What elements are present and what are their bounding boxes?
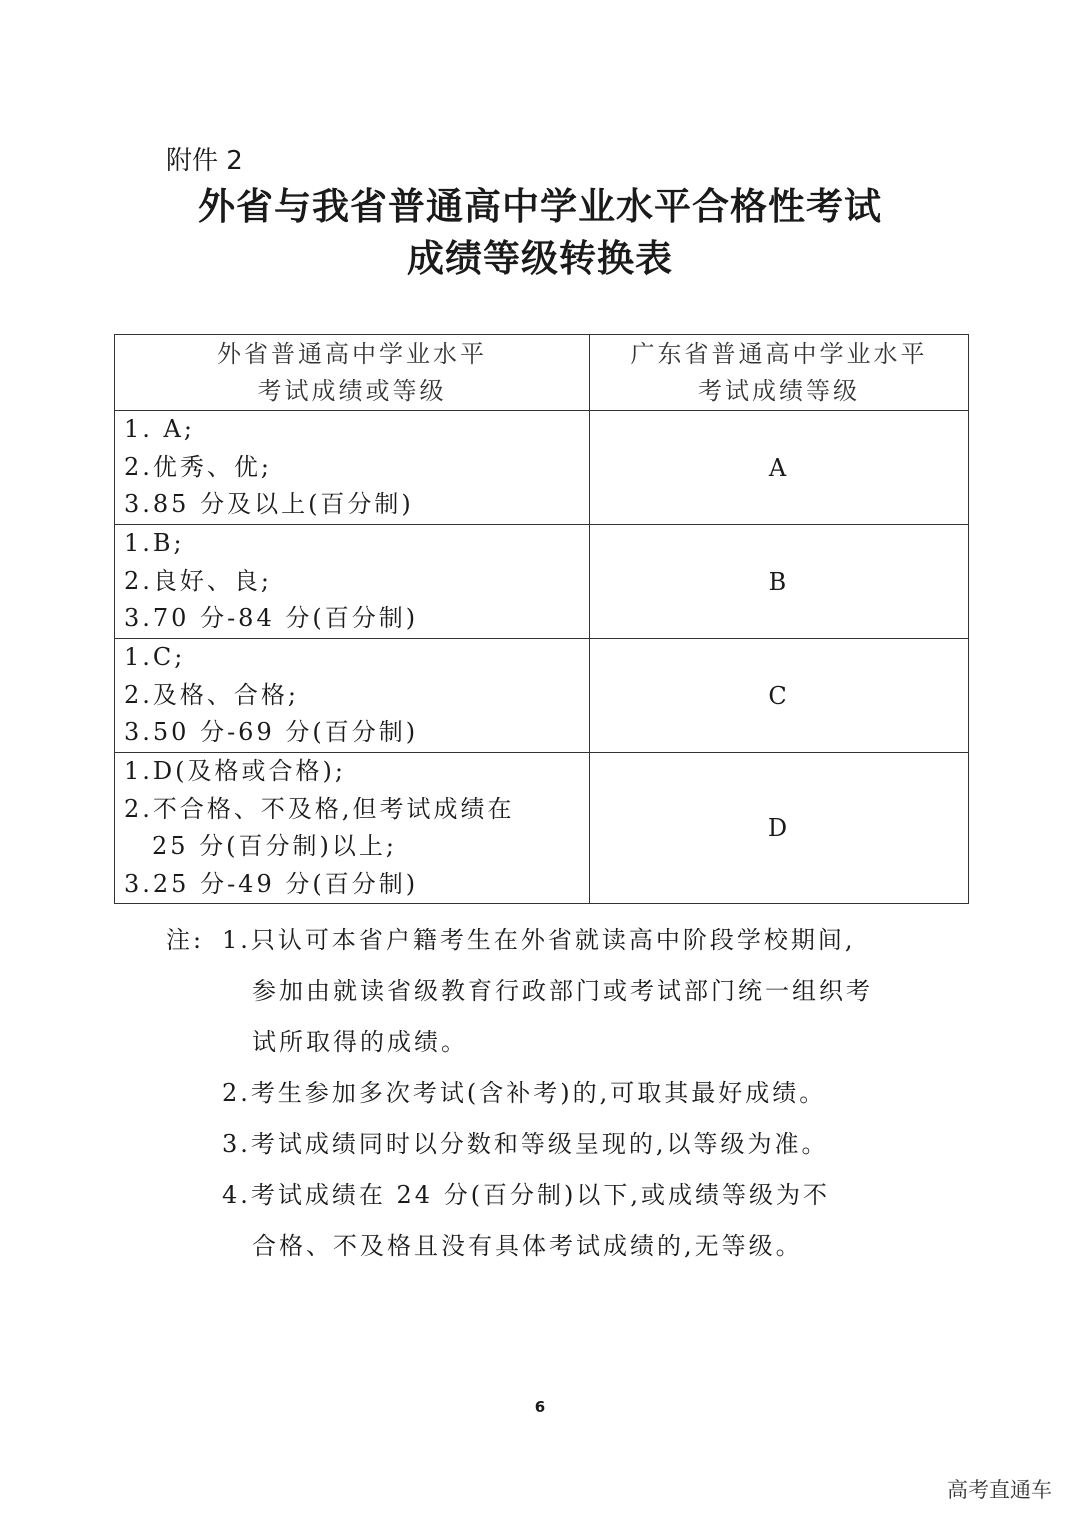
col2-header-line1: 广东省普通高中学业水平 — [630, 339, 928, 368]
note-4-line1: 4.考试成绩在 24 分(百分制)以下,或成绩等级为不 — [222, 1181, 831, 1209]
page-number: 6 — [534, 1398, 546, 1416]
col1-header — [115, 335, 590, 411]
source-grades-a — [115, 411, 590, 525]
source-item: 1.B; — [124, 529, 185, 558]
table-row-b — [115, 525, 969, 639]
notes-section — [166, 915, 926, 1272]
target-grade-a: A — [590, 411, 969, 525]
target-grade-d: D — [590, 753, 969, 904]
attachment-label: 附件 2 — [166, 146, 243, 176]
note-1-text: 1.只认可本省户籍考生在外省就读高中阶段学校期间, — [222, 926, 856, 954]
note-1-line2: 参加由就读省级教育行政部门或考试部门统一组织考 — [252, 977, 873, 1005]
source-item: 1.C; — [124, 643, 186, 672]
source-grades-b — [115, 525, 590, 639]
source-item: 3.70 分-84 分(百分制) — [124, 604, 419, 633]
source-item: 3.25 分-49 分(百分制) — [124, 869, 419, 898]
notes-prefix: 注: — [166, 926, 205, 954]
note-1-line1 — [166, 915, 926, 966]
note-3: 3.考试成绩同时以分数和等级呈现的,以等级为准。 — [222, 1130, 829, 1158]
grade-conversion-table — [114, 334, 969, 904]
source-item: 1. A; — [124, 415, 195, 444]
source-item: 2.不合格、不及格,但考试成绩在 — [124, 794, 515, 823]
col1-header-line1: 外省普通高中学业水平 — [217, 339, 487, 368]
watermark-text: 高考直通车 — [947, 1478, 1052, 1502]
source-grades-d — [115, 753, 590, 904]
source-item: 25 分(百分制)以上; — [152, 832, 397, 860]
source-item: 3.85 分及以上(百分制) — [124, 490, 414, 519]
col2-header — [590, 335, 969, 411]
document-title-line2: 成绩等级转换表 — [407, 237, 673, 280]
source-grades-c — [115, 639, 590, 753]
source-item: 2.及格、合格; — [124, 680, 299, 709]
table-row-a — [115, 411, 969, 525]
note-4-line2: 合格、不及格且没有具体考试成绩的,无等级。 — [252, 1232, 803, 1260]
source-item: 2.良好、良; — [124, 566, 272, 595]
document-title-line1: 外省与我省普通高中学业水平合格性考试 — [198, 185, 882, 228]
source-item: 1.D(及格或合格); — [124, 757, 346, 785]
target-grade-b: B — [590, 525, 969, 639]
table-row-c — [115, 639, 969, 753]
col1-header-line2: 考试成绩或等级 — [257, 376, 447, 405]
target-grade-c: C — [590, 639, 969, 753]
table-row-d — [115, 753, 969, 904]
source-item: 2.优秀、优; — [124, 452, 272, 481]
table-header-row — [115, 335, 969, 411]
source-item: 3.50 分-69 分(百分制) — [124, 718, 419, 747]
col2-header-line2: 考试成绩等级 — [698, 376, 860, 405]
note-2: 2.考生参加多次考试(含补考)的,可取其最好成绩。 — [222, 1079, 827, 1107]
note-1-line3: 试所取得的成绩。 — [252, 1028, 468, 1056]
